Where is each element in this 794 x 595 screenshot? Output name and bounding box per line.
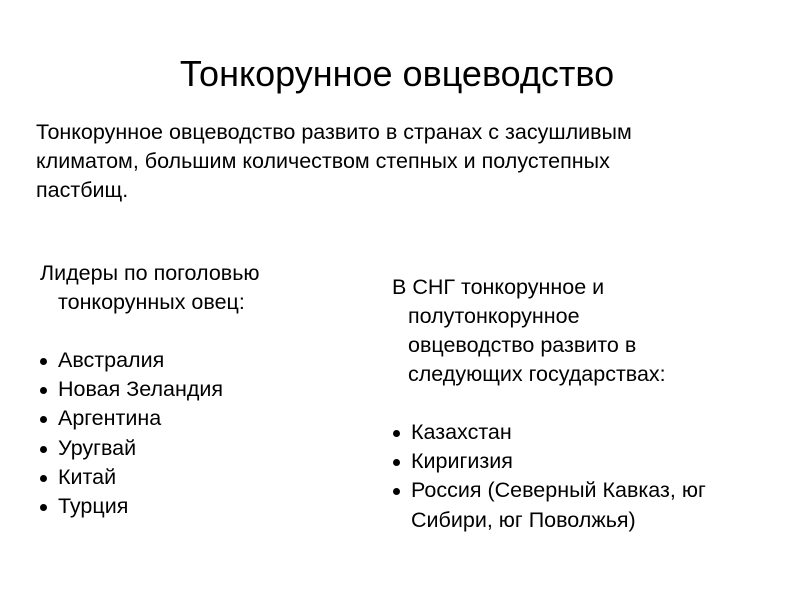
left-heading-line: Лидеры по поголовью	[40, 261, 260, 285]
list-item-label: Австралия	[58, 348, 165, 372]
list-item	[393, 418, 788, 447]
list-item	[40, 375, 340, 404]
list-item	[393, 447, 788, 476]
list-item-label: Новая Зеландия	[58, 377, 224, 402]
leaders-list	[40, 346, 340, 521]
bullet-icon	[40, 358, 47, 365]
bullet-icon	[40, 416, 47, 423]
right-heading-line: В СНГ тонкорунное и	[392, 275, 605, 299]
slide-title: Тонкорунное овцеводство	[179, 53, 615, 94]
intro-paragraph	[36, 118, 776, 205]
left-column-heading	[40, 259, 340, 317]
list-item-label: Киригизия	[411, 449, 513, 474]
list-item-label: Казахстан	[411, 420, 512, 444]
list-item-label: Уругвай	[58, 435, 137, 460]
list-item	[40, 404, 340, 433]
list-item-label: Аргентина	[58, 406, 162, 431]
bullet-icon	[393, 488, 400, 495]
intro-line: климатом, большим количеством степных и полустепных	[36, 149, 610, 173]
list-item	[40, 434, 340, 463]
list-item-label: Китай	[58, 464, 117, 489]
bullet-icon	[393, 459, 400, 466]
list-item-label: Россия (Северный Кавказ, юг	[411, 478, 706, 503]
right-heading-line: овцеводство развито в	[408, 333, 637, 357]
list-item	[40, 463, 340, 492]
bullet-icon	[393, 430, 400, 437]
bullet-icon	[40, 475, 47, 482]
list-item	[40, 492, 340, 521]
list-item-label: Турция	[58, 494, 129, 519]
intro-line: пастбищ.	[36, 178, 129, 202]
bullet-icon	[40, 387, 47, 394]
cis-countries-list	[393, 418, 788, 535]
right-heading-line: полутонкорунное	[408, 304, 580, 328]
right-column-heading	[392, 273, 782, 389]
bullet-icon	[40, 446, 47, 453]
right-heading-line: следующих государствах:	[408, 362, 666, 386]
bullet-icon	[40, 504, 47, 511]
list-item	[393, 476, 788, 534]
intro-line: Тонкорунное овцеводство развито в странах с засушливым	[36, 120, 632, 144]
list-item	[40, 346, 340, 375]
list-item-label-continuation: Сибири, юг Поволжья)	[411, 507, 636, 532]
left-heading-line: тонкорунных овец:	[58, 290, 245, 314]
